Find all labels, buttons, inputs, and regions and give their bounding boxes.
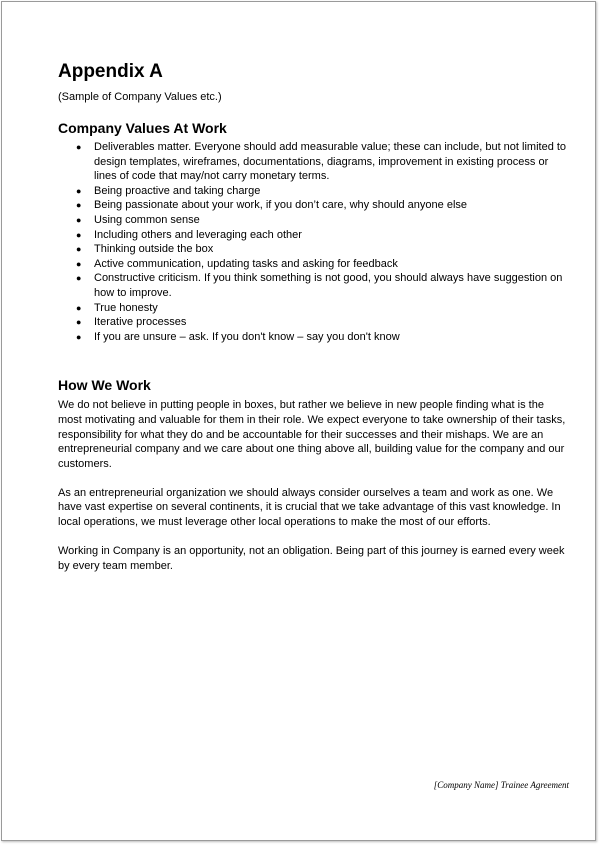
list-item-text: If you are unsure – ask. If you don't know – say you don't know bbox=[94, 330, 400, 343]
bullet-icon: ● bbox=[76, 244, 82, 255]
work-heading: How We Work bbox=[58, 377, 151, 394]
bullet-icon: ● bbox=[76, 258, 82, 269]
list-item bbox=[58, 198, 570, 213]
bullet-icon: ● bbox=[76, 273, 82, 284]
list-item bbox=[58, 257, 570, 272]
list-item-text: Including others and leveraging each other bbox=[94, 228, 302, 241]
bullet-icon: ● bbox=[76, 200, 82, 211]
list-item-text: Active communication, updating tasks and asking for feedback bbox=[94, 257, 398, 270]
values-list bbox=[58, 140, 570, 344]
document-body bbox=[58, 60, 570, 573]
work-paragraph: Working in Company is an opportunity, not an obligation. Being part of this journey is earned every week by every team member. bbox=[58, 545, 565, 572]
page-title: Appendix A bbox=[58, 61, 163, 82]
values-heading: Company Values At Work bbox=[58, 120, 227, 136]
bullet-icon: ● bbox=[76, 142, 82, 152]
list-item bbox=[58, 271, 570, 300]
list-item bbox=[58, 213, 570, 228]
list-item-text: Deliverables matter. Everyone should add measurable value; these can include, but not limited to design templates, wireframes, documentations, diagrams, improvement in existing process or lines of code that may/not carry monetary terms. bbox=[94, 141, 567, 183]
bullet-icon: ● bbox=[76, 317, 82, 328]
work-paragraph: As an entrepreneurial organization we should always consider ourselves a team and work as one. We have vast expertise on several continents, it is crucial that we take advantage of this vast knowledge. In local operations, we must leverage other local operations to make the most of our efforts. bbox=[58, 486, 561, 529]
work-paragraph: We do not believe in putting people in boxes, but rather we believe in new people finding what is the most motivating and valuable for them in their role. We expect everyone to take ownership of their tasks, responsibility for what they do and be accountable for their successes and their mishaps. We are an entrepreneurial company and we care about one thing above all, building value for the company and our customers. bbox=[58, 399, 566, 470]
list-item-text: Constructive criticism. If you think something is not good, you should always have suggestion on how to improve. bbox=[94, 272, 563, 299]
bullet-icon: ● bbox=[76, 229, 82, 240]
list-item bbox=[58, 242, 570, 257]
list-item-text: True honesty bbox=[94, 301, 158, 314]
list-item bbox=[58, 330, 570, 345]
list-item-text: Being passionate about your work, if you don’t care, why should anyone else bbox=[94, 199, 468, 212]
list-item bbox=[58, 301, 570, 316]
list-item-text: Being proactive and taking charge bbox=[94, 184, 261, 197]
list-item-text: Thinking outside the box bbox=[94, 243, 214, 256]
page-footer: [Company Name] Trainee Agreement bbox=[433, 780, 569, 790]
list-item-text: Using common sense bbox=[94, 213, 200, 226]
bullet-icon: ● bbox=[76, 185, 82, 196]
list-item bbox=[58, 228, 570, 243]
bullet-icon: ● bbox=[76, 214, 82, 225]
list-item bbox=[58, 315, 570, 330]
list-item bbox=[58, 140, 570, 184]
bullet-icon: ● bbox=[76, 331, 82, 342]
list-item-text: Iterative processes bbox=[94, 316, 187, 329]
bullet-icon: ● bbox=[76, 302, 82, 313]
list-item bbox=[58, 184, 570, 199]
page-subtitle: (Sample of Company Values etc.) bbox=[58, 91, 222, 103]
